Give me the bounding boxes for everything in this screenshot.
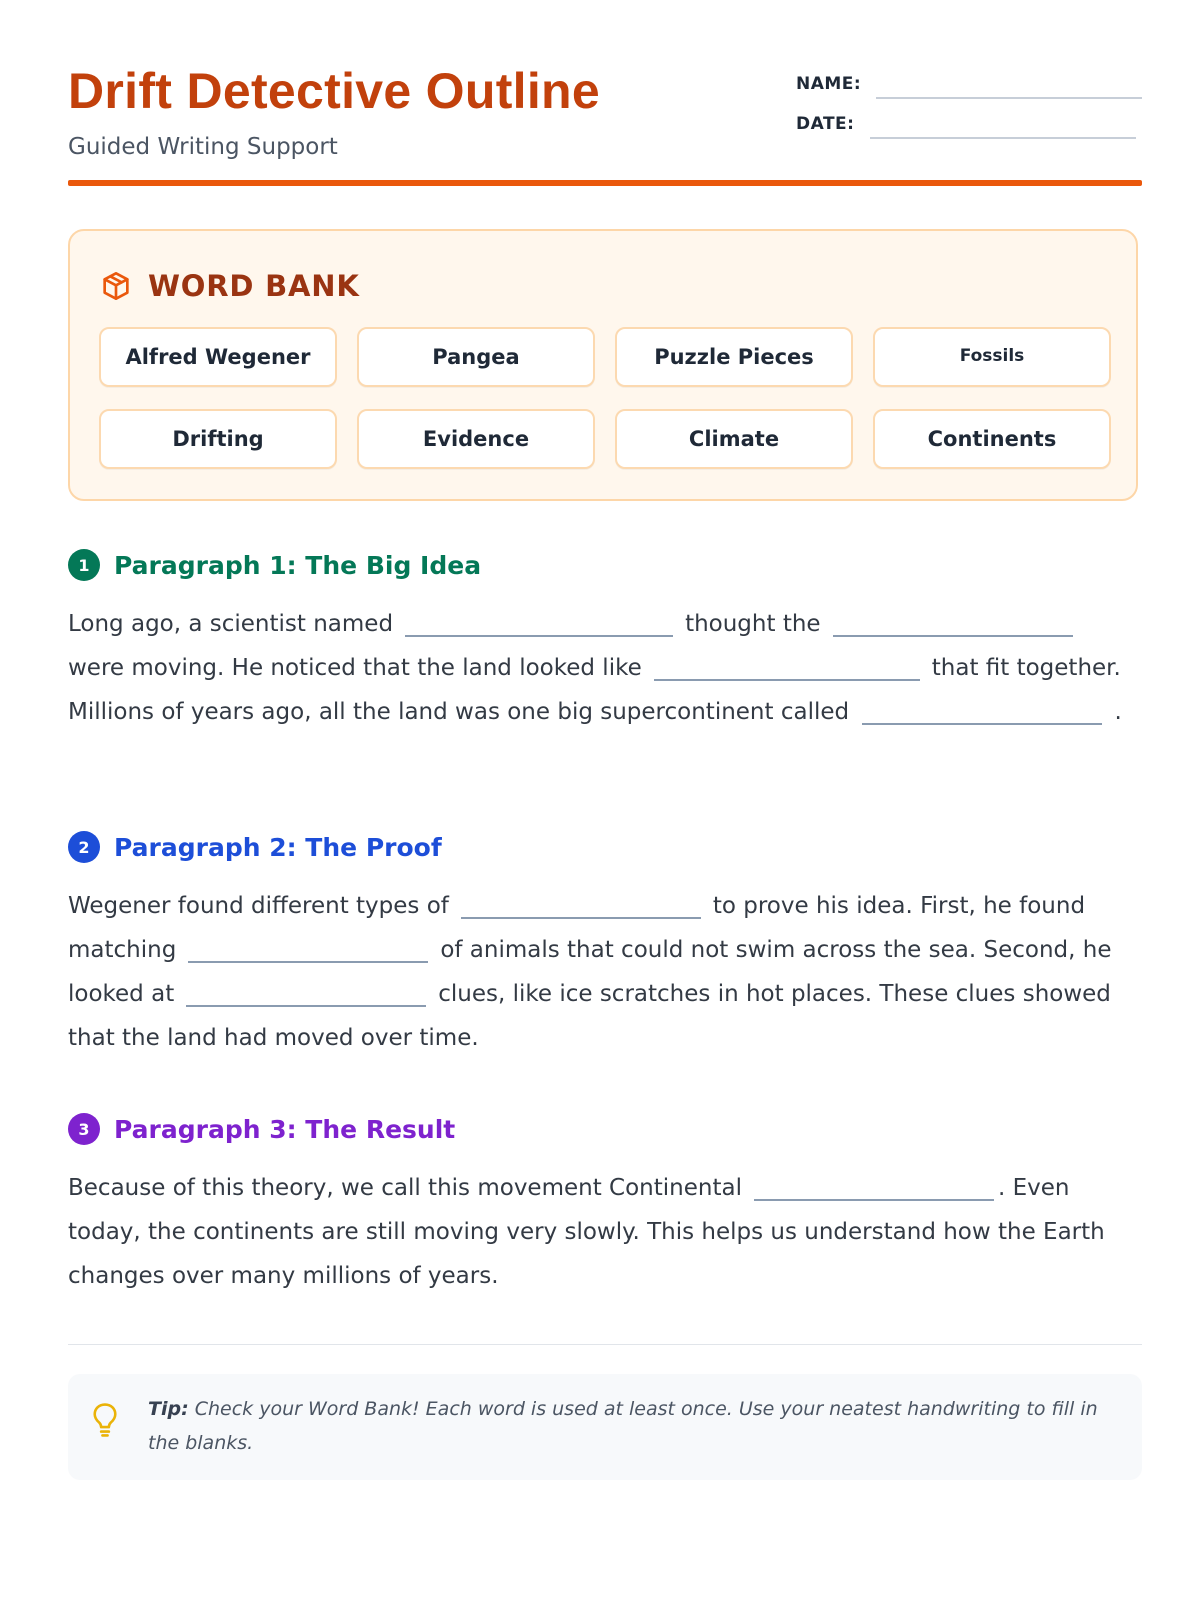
fill-in-blank[interactable]	[833, 609, 1073, 637]
header	[68, 0, 1142, 190]
step-number-badge: 2	[68, 831, 100, 863]
word-chip: Continents	[873, 409, 1111, 469]
footer-divider	[68, 1344, 1142, 1345]
text-segment: to prove his idea. First, he found matching	[68, 893, 1086, 963]
paragraph-heading	[68, 548, 1142, 582]
cube-icon	[100, 270, 132, 302]
name-field[interactable]	[876, 97, 1142, 99]
date-field[interactable]	[870, 137, 1136, 139]
text-segment: were moving. He noticed that the land looked like	[68, 655, 642, 681]
word-chip: Puzzle Pieces	[615, 327, 853, 387]
lightbulb-icon	[92, 1402, 118, 1438]
tip-text	[148, 1392, 1098, 1460]
name-row	[796, 72, 1142, 112]
date-row	[796, 112, 1142, 152]
paragraph-text	[68, 884, 1142, 1060]
paragraph-title: Paragraph 1: The Big Idea	[114, 550, 482, 580]
word-chip: Drifting	[99, 409, 337, 469]
fill-in-blank[interactable]	[186, 979, 426, 1007]
paragraph-title: Paragraph 3: The Result	[114, 1114, 456, 1144]
paragraph-title: Paragraph 2: The Proof	[114, 832, 442, 862]
text-segment: Because of this theory, we call this movement Continental	[68, 1175, 742, 1201]
worksheet	[68, 0, 1142, 1454]
fill-in-blank[interactable]	[405, 609, 673, 637]
word-bank-header	[100, 269, 360, 303]
step-number-badge: 3	[68, 1113, 100, 1145]
text-segment: of animals that could not swim across the sea. Second, he looked at	[68, 937, 1112, 1007]
paragraph-3-section	[68, 1112, 1142, 1298]
word-chip: Evidence	[357, 409, 595, 469]
word-bank	[68, 229, 1138, 501]
fill-in-blank[interactable]	[461, 891, 701, 919]
tip-body: Check your Word Bank! Each word is used at least once. Use your neatest handwriting to fill in the blanks.	[148, 1398, 1098, 1454]
text-segment: .	[1114, 699, 1122, 725]
word-bank-title: WORD BANK	[148, 269, 360, 303]
header-divider	[68, 180, 1142, 186]
word-chip: Fossils	[873, 327, 1111, 387]
fill-in-blank[interactable]	[754, 1173, 994, 1201]
paragraph-text	[68, 1166, 1142, 1298]
tip-box	[68, 1374, 1142, 1480]
text-segment: clues, like ice scratches in hot places. These clues showed that the land had moved over time.	[68, 981, 1111, 1051]
student-info	[796, 72, 1142, 152]
word-chip: Climate	[615, 409, 853, 469]
word-bank-grid	[99, 327, 1111, 469]
text-segment: Long ago, a scientist named	[68, 611, 394, 637]
name-label: NAME:	[796, 74, 862, 94]
text-segment: . Even today, the continents are still moving very slowly. This helps us understand how the Earth changes over many millions of years.	[68, 1175, 1105, 1289]
text-segment: Wegener found different types of	[68, 893, 449, 919]
fill-in-blank[interactable]	[188, 935, 428, 963]
text-segment: that fit together. Millions of years ago, all the land was one big supercontinent called	[68, 655, 1121, 725]
fill-in-blank[interactable]	[862, 697, 1102, 725]
paragraph-text	[68, 602, 1142, 734]
paragraph-heading	[68, 830, 1142, 864]
paragraph-1-section	[68, 548, 1142, 734]
page-subtitle: Guided Writing Support	[68, 134, 338, 160]
text-segment: thought the	[685, 611, 821, 637]
fill-in-blank[interactable]	[654, 653, 920, 681]
word-chip: Pangea	[357, 327, 595, 387]
paragraph-2-section	[68, 830, 1142, 1060]
paragraph-heading	[68, 1112, 1142, 1146]
step-number-badge: 1	[68, 549, 100, 581]
date-label: DATE:	[796, 114, 855, 134]
page-title: Drift Detective Outline	[68, 63, 600, 119]
word-chip: Alfred Wegener	[99, 327, 337, 387]
tip-label: Tip:	[148, 1398, 189, 1420]
